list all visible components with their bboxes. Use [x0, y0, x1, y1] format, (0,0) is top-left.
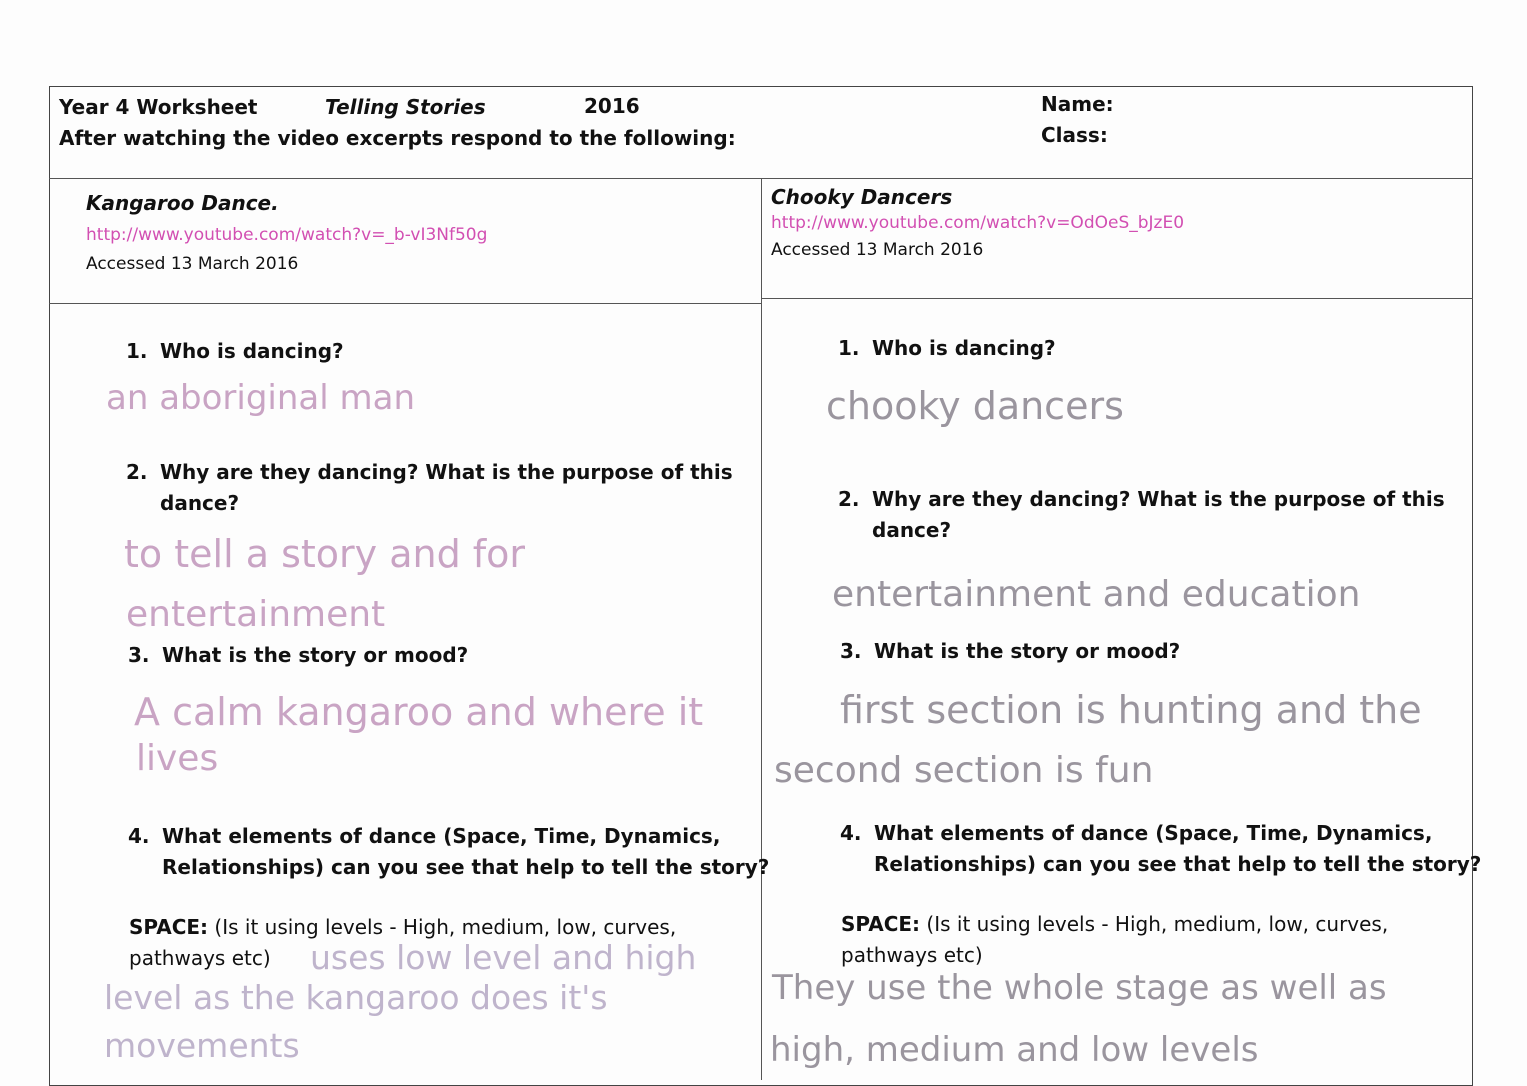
space-label: SPACE:	[841, 912, 921, 936]
left-answer-3-line-2: lives	[136, 738, 219, 779]
question-number: 2.	[838, 487, 860, 511]
left-question-4	[128, 821, 769, 883]
left-answer-2-line-1: to tell a story and for	[124, 532, 526, 576]
right-answer-4-line-2: high, medium and low levels	[770, 1030, 1259, 1070]
left-question-3	[128, 640, 468, 671]
right-question-2	[838, 484, 1445, 546]
left-answer-2-line-2: entertainment	[126, 594, 386, 635]
question-text-cont: dance?	[872, 518, 952, 542]
question-text: What is the story or mood?	[162, 643, 469, 667]
question-text-cont: Relationships) can you see that help to tell the story?	[874, 852, 1482, 876]
right-video-divider	[761, 298, 1473, 299]
left-question-1	[126, 336, 344, 367]
left-question-2	[126, 457, 733, 519]
question-text: Why are they dancing? What is the purpose of this	[872, 487, 1445, 511]
right-question-3	[840, 636, 1180, 667]
worksheet-instruction: After watching the video excerpts respond to the following:	[59, 126, 736, 150]
worksheet-year: 2016	[584, 94, 640, 118]
space-text-cont: pathways etc)	[841, 943, 983, 967]
worksheet-topic: Telling Stories	[325, 95, 486, 119]
left-video-url[interactable]: http://www.youtube.com/watch?v=_b-vI3Nf50g	[86, 225, 488, 245]
right-answer-3-line-1: first section is hunting and the	[840, 688, 1422, 732]
left-accessed-date: Accessed 13 March 2016	[86, 254, 299, 274]
left-answer-4-line-2: level as the kangaroo does it's	[104, 978, 608, 1017]
question-text: What elements of dance (Space, Time, Dynamics,	[874, 821, 1433, 845]
space-label: SPACE:	[129, 915, 209, 939]
question-number: 2.	[126, 460, 148, 484]
right-space-prompt	[841, 909, 1388, 971]
left-video-title: Kangaroo Dance.	[86, 191, 279, 215]
left-video-divider	[49, 303, 761, 304]
question-number: 1.	[838, 336, 860, 360]
worksheet-title: Year 4 Worksheet	[59, 95, 258, 119]
question-text: What elements of dance (Space, Time, Dynamics,	[162, 824, 721, 848]
right-accessed-date: Accessed 13 March 2016	[771, 240, 984, 260]
question-text: Who is dancing?	[160, 339, 344, 363]
space-text-cont: pathways etc)	[129, 946, 271, 970]
right-video-title: Chooky Dancers	[771, 185, 953, 209]
left-answer-4-line-3: movements	[104, 1026, 300, 1065]
class-label: Class:	[1041, 123, 1108, 147]
right-video-url[interactable]: http://www.youtube.com/watch?v=OdOeS_bJzE0	[771, 213, 1185, 233]
question-text-cont: dance?	[160, 491, 240, 515]
right-answer-1: chooky dancers	[826, 384, 1124, 428]
right-question-4	[840, 818, 1481, 880]
question-number: 4.	[840, 821, 862, 845]
question-number: 3.	[128, 643, 150, 667]
name-label: Name:	[1041, 92, 1114, 116]
question-text: Why are they dancing? What is the purpose of this	[160, 460, 733, 484]
right-answer-3-line-2: second section is fun	[774, 750, 1154, 791]
question-text: Who is dancing?	[872, 336, 1056, 360]
right-answer-2: entertainment and education	[832, 574, 1361, 615]
left-answer-1: an aboriginal man	[106, 378, 416, 418]
question-text-cont: Relationships) can you see that help to tell the story?	[162, 855, 770, 879]
question-text: What is the story or mood?	[874, 639, 1181, 663]
question-number: 1.	[126, 339, 148, 363]
question-number: 4.	[128, 824, 150, 848]
left-answer-4-line-1: uses low level and high	[310, 938, 697, 977]
left-answer-3-line-1: A calm kangaroo and where it	[134, 690, 704, 734]
space-text: (Is it using levels - High, medium, low, curves,	[214, 915, 677, 939]
column-divider	[761, 178, 762, 1080]
space-text: (Is it using levels - High, medium, low, curves,	[926, 912, 1389, 936]
right-question-1	[838, 333, 1056, 364]
question-number: 3.	[840, 639, 862, 663]
right-answer-4-line-1: They use the whole stage as well as	[772, 968, 1387, 1008]
